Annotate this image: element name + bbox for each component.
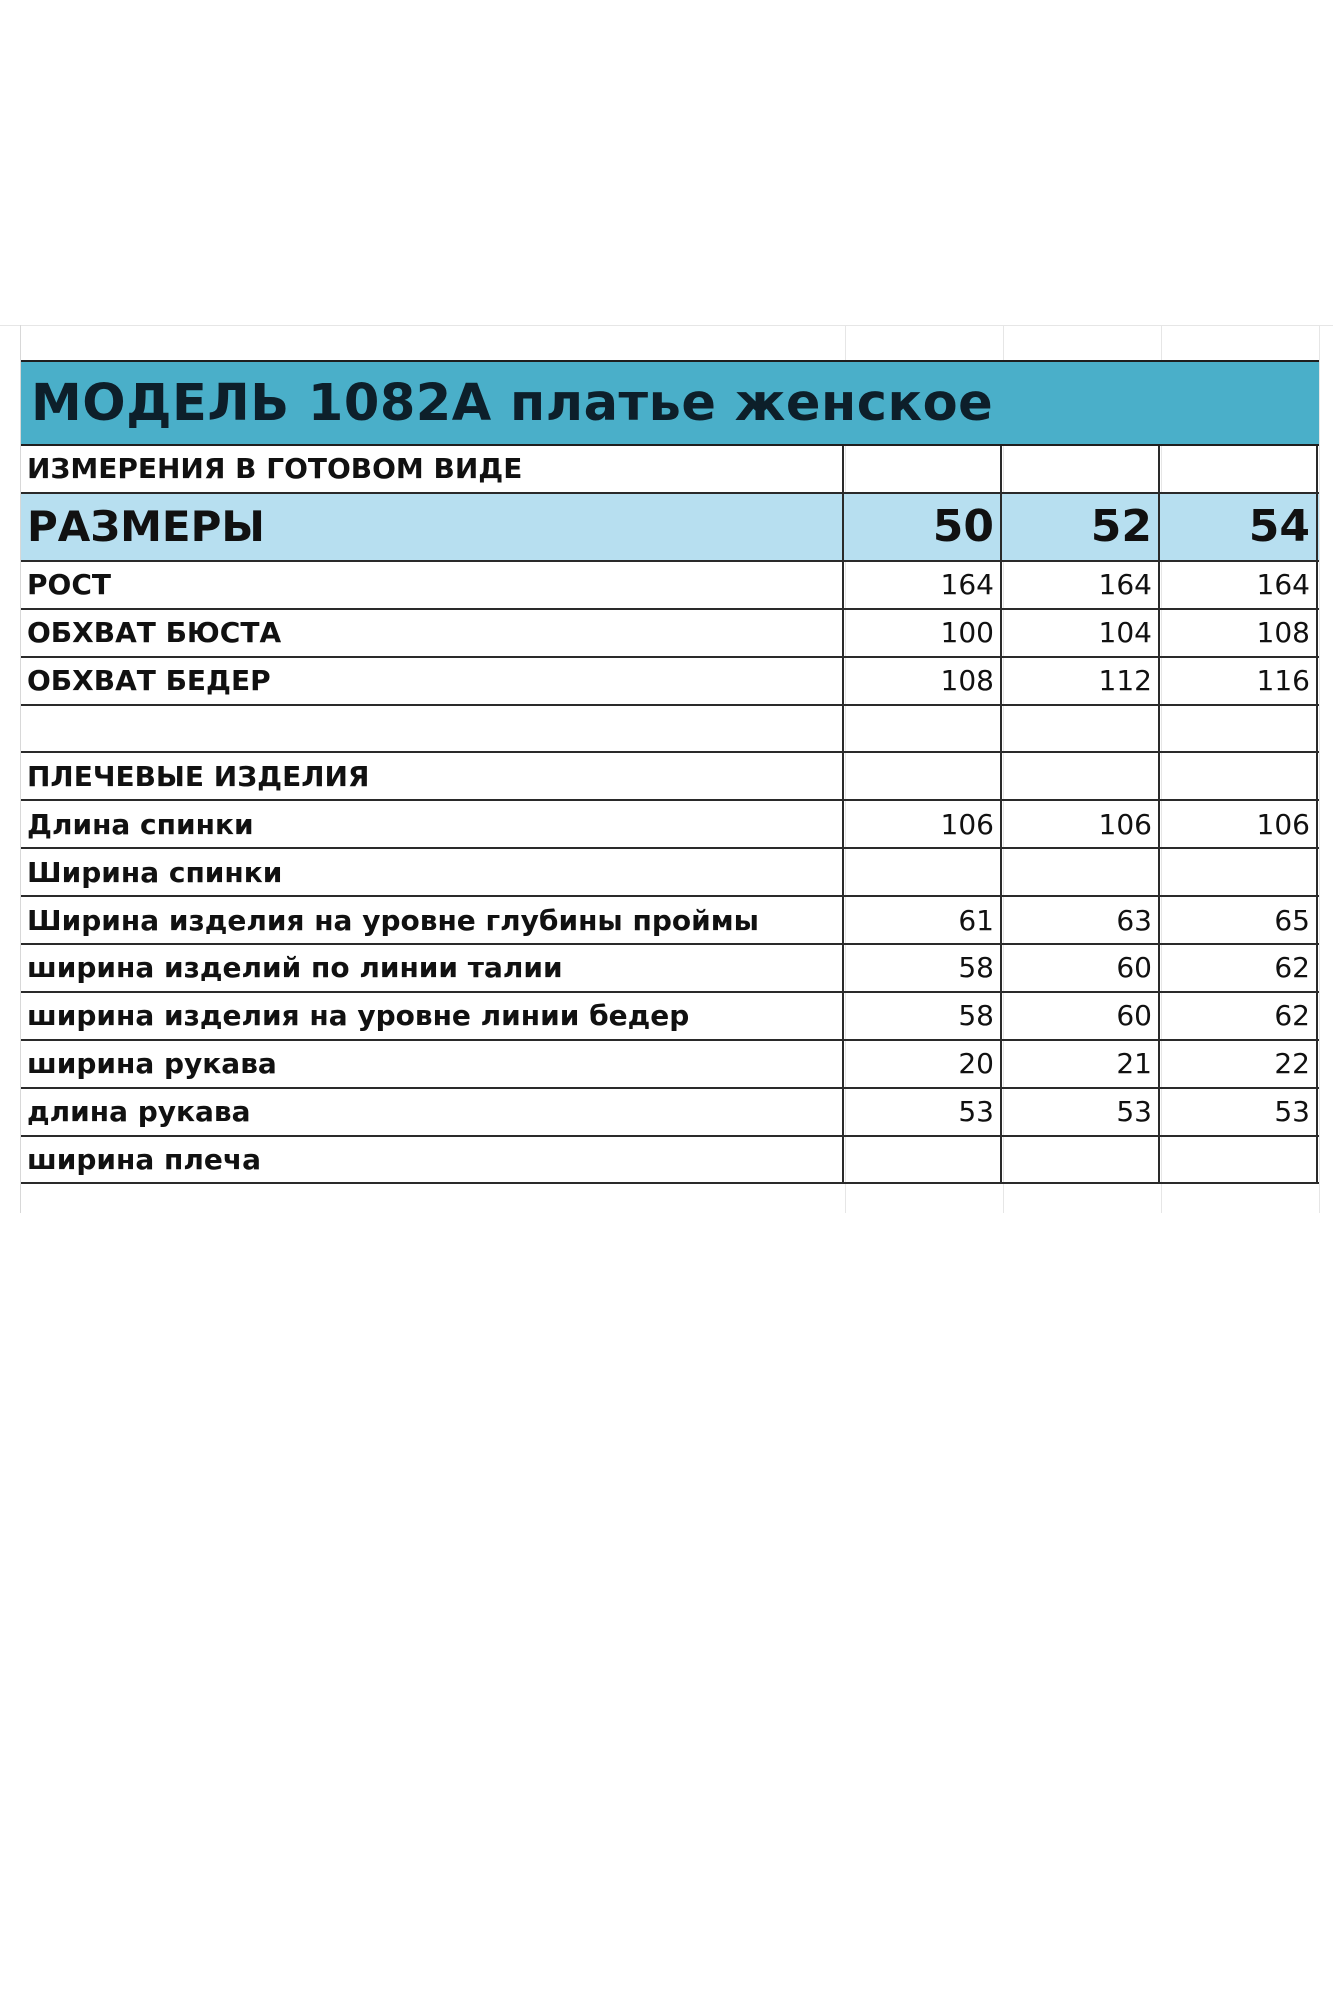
value-cell[interactable]: 100: [844, 610, 1002, 656]
row-label: [21, 706, 844, 752]
sizes-label: РАЗМЕРЫ: [21, 494, 844, 560]
table-cell[interactable]: [1160, 446, 1318, 492]
table-row[interactable]: [21, 849, 1319, 897]
value-cell[interactable]: 164: [1002, 562, 1160, 608]
subtitle-row[interactable]: [21, 446, 1319, 494]
table-row[interactable]: [21, 993, 1319, 1041]
value-cell[interactable]: [1160, 1137, 1318, 1183]
value-cell[interactable]: [844, 706, 1002, 752]
row-label: ширина изделий по линии талии: [21, 945, 844, 991]
row-label: ОБХВАТ БЮСТА: [21, 610, 844, 656]
value-cell[interactable]: 106: [844, 801, 1002, 847]
row-label: Ширина спинки: [21, 849, 844, 895]
value-cell[interactable]: 58: [844, 945, 1002, 991]
value-cell[interactable]: 53: [844, 1089, 1002, 1135]
value-cell[interactable]: [1002, 849, 1160, 895]
value-cell[interactable]: 112: [1002, 658, 1160, 704]
sheet-gridline: [1319, 325, 1320, 1213]
value-cell[interactable]: 63: [1002, 897, 1160, 943]
row-label: ширина изделия на уровне линии бедер: [21, 993, 844, 1039]
table-cell[interactable]: [844, 446, 1002, 492]
row-label: РОСТ: [21, 562, 844, 608]
row-label: Ширина изделия на уровне глубины проймы: [21, 897, 844, 943]
sheet-gridline: [0, 325, 1333, 326]
value-cell[interactable]: 65: [1160, 897, 1318, 943]
value-cell[interactable]: 22: [1160, 1041, 1318, 1087]
size-chart-table: [21, 360, 1319, 1184]
table-row[interactable]: [21, 1041, 1319, 1089]
size-cell[interactable]: 54: [1160, 494, 1318, 560]
table-row[interactable]: [21, 801, 1319, 849]
value-cell[interactable]: 61: [844, 897, 1002, 943]
value-cell[interactable]: [1160, 706, 1318, 752]
model-title: МОДЕЛЬ 1082А платье женское: [31, 373, 994, 433]
value-cell[interactable]: [844, 753, 1002, 799]
row-label: ПЛЕЧЕВЫЕ ИЗДЕЛИЯ: [21, 753, 844, 799]
value-cell[interactable]: 164: [1160, 562, 1318, 608]
value-cell[interactable]: [1160, 849, 1318, 895]
row-label: ОБХВАТ БЕДЕР: [21, 658, 844, 704]
sizes-row[interactable]: [21, 494, 1319, 562]
row-label: длина рукава: [21, 1089, 844, 1135]
table-row[interactable]: [21, 706, 1319, 754]
value-cell[interactable]: 21: [1002, 1041, 1160, 1087]
value-cell[interactable]: 60: [1002, 993, 1160, 1039]
value-cell[interactable]: 108: [1160, 610, 1318, 656]
table-row[interactable]: [21, 753, 1319, 801]
row-label: Длина спинки: [21, 801, 844, 847]
value-cell[interactable]: 106: [1160, 801, 1318, 847]
table-row[interactable]: [21, 897, 1319, 945]
value-cell[interactable]: 53: [1160, 1089, 1318, 1135]
value-cell[interactable]: 60: [1002, 945, 1160, 991]
size-cell[interactable]: 50: [844, 494, 1002, 560]
row-label: ширина рукава: [21, 1041, 844, 1087]
value-cell[interactable]: 108: [844, 658, 1002, 704]
value-cell[interactable]: 58: [844, 993, 1002, 1039]
value-cell[interactable]: [844, 1137, 1002, 1183]
value-cell[interactable]: 62: [1160, 993, 1318, 1039]
value-cell[interactable]: 104: [1002, 610, 1160, 656]
measurement-rows: [21, 562, 1319, 1185]
value-cell[interactable]: [1002, 1137, 1160, 1183]
size-cell[interactable]: 52: [1002, 494, 1160, 560]
value-cell[interactable]: [1002, 706, 1160, 752]
table-row[interactable]: [21, 610, 1319, 658]
table-row[interactable]: [21, 945, 1319, 993]
table-row[interactable]: [21, 658, 1319, 706]
value-cell[interactable]: [1160, 753, 1318, 799]
value-cell[interactable]: 164: [844, 562, 1002, 608]
value-cell[interactable]: 106: [1002, 801, 1160, 847]
value-cell[interactable]: 53: [1002, 1089, 1160, 1135]
subtitle-label: ИЗМЕРЕНИЯ В ГОТОВОМ ВИДЕ: [21, 446, 844, 492]
value-cell[interactable]: 20: [844, 1041, 1002, 1087]
title-row[interactable]: [21, 360, 1319, 446]
row-label: ширина плеча: [21, 1137, 844, 1183]
spreadsheet: [0, 325, 1333, 1213]
value-cell[interactable]: 116: [1160, 658, 1318, 704]
table-row[interactable]: [21, 562, 1319, 610]
table-cell[interactable]: [1002, 446, 1160, 492]
value-cell[interactable]: [1002, 753, 1160, 799]
value-cell[interactable]: 62: [1160, 945, 1318, 991]
value-cell[interactable]: [844, 849, 1002, 895]
table-row[interactable]: [21, 1089, 1319, 1137]
table-row[interactable]: [21, 1137, 1319, 1185]
